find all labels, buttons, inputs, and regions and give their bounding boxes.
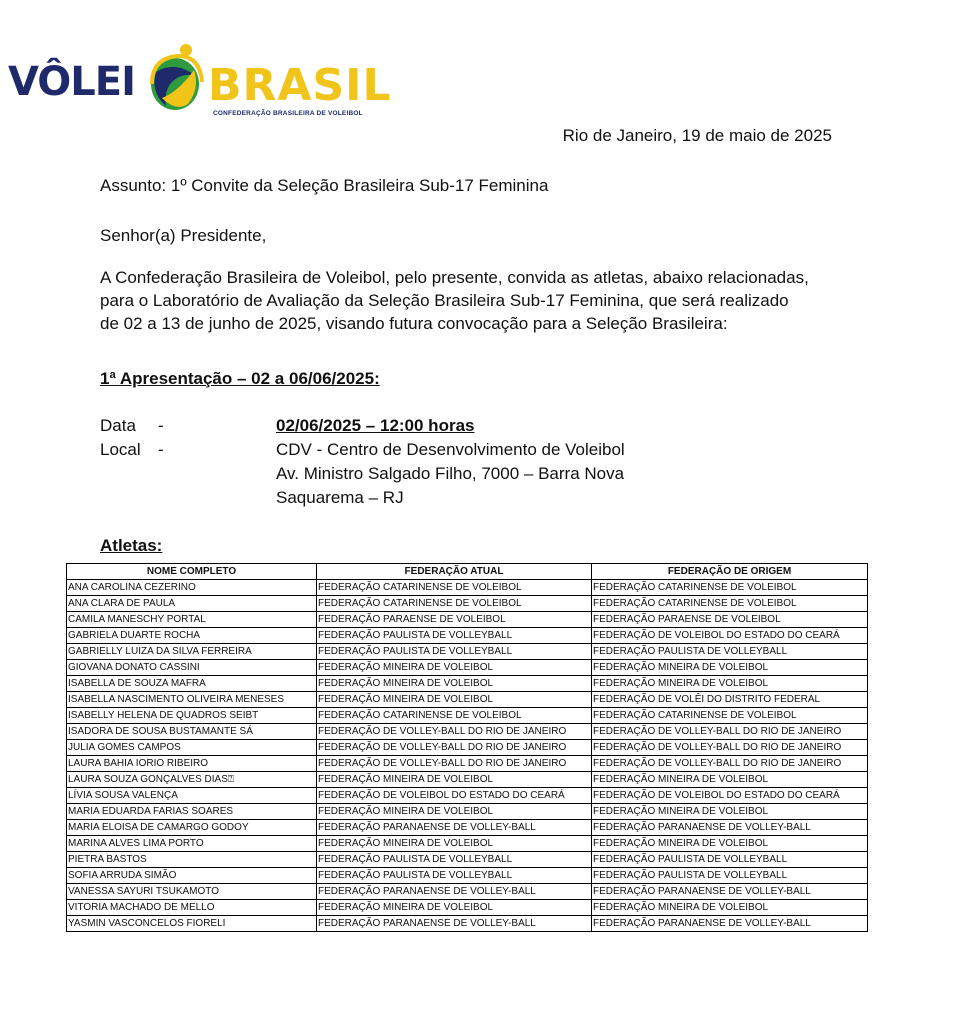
current-federation-cell: FEDERAÇÃO MINEIRA DE VOLEIBOL xyxy=(317,660,592,676)
table-row xyxy=(67,644,868,660)
athlete-name-cell: JULIA GOMES CAMPOS xyxy=(67,740,317,756)
header-nome-completo: NOME COMPLETO xyxy=(67,564,317,580)
athlete-name-cell: ISADORA DE SOUSA BUSTAMANTE SÁ xyxy=(67,724,317,740)
origin-federation-cell: FEDERAÇÃO PAULISTA DE VOLLEYBALL xyxy=(592,852,868,868)
current-federation-cell: FEDERAÇÃO MINEIRA DE VOLEIBOL xyxy=(317,676,592,692)
athlete-name-cell: YASMIN VASCONCELOS FIORELI xyxy=(67,916,317,932)
athlete-name-cell: GABRIELA DUARTE ROCHA xyxy=(67,628,317,644)
current-federation-cell: FEDERAÇÃO PARANAENSE DE VOLLEY-BALL xyxy=(317,820,592,836)
intro-line: A Confederação Brasileira de Voleibol, pelo presente, convida as atletas, abaixo relacionadas, xyxy=(100,268,809,287)
info-row-local-3 xyxy=(100,486,625,510)
current-federation-cell: FEDERAÇÃO DE VOLLEY-BALL DO RIO DE JANEIRO xyxy=(317,740,592,756)
table-row xyxy=(67,836,868,852)
logo-volei-text: VÔLEI xyxy=(8,59,135,105)
cbv-logo xyxy=(8,40,392,120)
athlete-name-cell: GIOVANA DONATO CASSINI xyxy=(67,660,317,676)
table-row xyxy=(67,884,868,900)
athlete-name-cell: MARIA ELOISA DE CAMARGO GODOY xyxy=(67,820,317,836)
current-federation-cell: FEDERAÇÃO CATARINENSE DE VOLEIBOL xyxy=(317,708,592,724)
header-federacao-atual: FEDERAÇÃO ATUAL xyxy=(317,564,592,580)
current-federation-cell: FEDERAÇÃO PAULISTA DE VOLLEYBALL xyxy=(317,868,592,884)
header-federacao-origem: FEDERAÇÃO DE ORIGEM xyxy=(592,564,868,580)
current-federation-cell: FEDERAÇÃO DE VOLLEY-BALL DO RIO DE JANEIRO xyxy=(317,756,592,772)
origin-federation-cell: FEDERAÇÃO MINEIRA DE VOLEIBOL xyxy=(592,836,868,852)
table-row xyxy=(67,692,868,708)
origin-federation-cell: FEDERAÇÃO DE VOLEIBOL DO ESTADO DO CEARÁ xyxy=(592,628,868,644)
current-federation-cell: FEDERAÇÃO PAULISTA DE VOLLEYBALL xyxy=(317,644,592,660)
origin-federation-cell: FEDERAÇÃO PAULISTA DE VOLLEYBALL xyxy=(592,868,868,884)
current-federation-cell: FEDERAÇÃO PARANAENSE DE VOLLEY-BALL xyxy=(317,916,592,932)
table-row xyxy=(67,580,868,596)
table-row xyxy=(67,628,868,644)
salutation: Senhor(a) Presidente, xyxy=(100,226,267,245)
origin-federation-cell: FEDERAÇÃO DE VOLLEY-BALL DO RIO DE JANEIRO xyxy=(592,724,868,740)
origin-federation-cell: FEDERAÇÃO PARANAENSE DE VOLLEY-BALL xyxy=(592,916,868,932)
table-row xyxy=(67,868,868,884)
origin-federation-cell: FEDERAÇÃO CATARINENSE DE VOLEIBOL xyxy=(592,580,868,596)
athletes-table-body xyxy=(67,580,868,932)
current-federation-cell: FEDERAÇÃO DE VOLLEY-BALL DO RIO DE JANEIRO xyxy=(317,724,592,740)
origin-federation-cell: FEDERAÇÃO CATARINENSE DE VOLEIBOL xyxy=(592,596,868,612)
athlete-name-cell: VITORIA MACHADO DE MELLO xyxy=(67,900,317,916)
athlete-name-cell: PIETRA BASTOS xyxy=(67,852,317,868)
athlete-name-cell: MARIA EDUARDA FARIAS SOARES xyxy=(67,804,317,820)
table-row xyxy=(67,676,868,692)
current-federation-cell: FEDERAÇÃO MINEIRA DE VOLEIBOL xyxy=(317,900,592,916)
intro-line: para o Laboratório de Avaliação da Seleção Brasileira Sub-17 Feminina, que será realizado xyxy=(100,291,789,310)
origin-federation-cell: FEDERAÇÃO MINEIRA DE VOLEIBOL xyxy=(592,900,868,916)
info-row-local-2 xyxy=(100,462,625,486)
table-row xyxy=(67,900,868,916)
athlete-name-cell: ANA CLARA DE PAULA xyxy=(67,596,317,612)
table-row xyxy=(67,916,868,932)
data-label: Data xyxy=(100,416,136,435)
origin-federation-cell: FEDERAÇÃO DE VOLEIBOL DO ESTADO DO CEARÁ xyxy=(592,788,868,804)
table-row xyxy=(67,804,868,820)
athlete-name-cell: SOFIA ARRUDA SIMÃO xyxy=(67,868,317,884)
place-date: Rio de Janeiro, 19 de maio de 2025 xyxy=(562,126,832,145)
athlete-name-cell: CAMILA MANESCHY PORTAL xyxy=(67,612,317,628)
athletes-title: Atletas: xyxy=(100,536,163,555)
origin-federation-cell: FEDERAÇÃO PAULISTA DE VOLLEYBALL xyxy=(592,644,868,660)
table-header-row xyxy=(67,564,868,580)
athlete-name-cell: LAURA SOUZA GONÇALVES DIAS⍰ xyxy=(67,772,317,788)
origin-federation-cell: FEDERAÇÃO MINEIRA DE VOLEIBOL xyxy=(592,676,868,692)
table-row xyxy=(67,724,868,740)
origin-federation-cell: FEDERAÇÃO MINEIRA DE VOLEIBOL xyxy=(592,772,868,788)
table-row xyxy=(67,756,868,772)
origin-federation-cell: FEDERAÇÃO CATARINENSE DE VOLEIBOL xyxy=(592,708,868,724)
origin-federation-cell: FEDERAÇÃO MINEIRA DE VOLEIBOL xyxy=(592,804,868,820)
table-row xyxy=(67,596,868,612)
local-line: CDV - Centro de Desenvolvimento de Voleibol xyxy=(276,440,625,459)
info-row-data xyxy=(100,414,625,438)
current-federation-cell: FEDERAÇÃO MINEIRA DE VOLEIBOL xyxy=(317,772,592,788)
intro-paragraph xyxy=(100,266,860,335)
athlete-name-cell: VANESSA SAYURI TSUKAMOTO xyxy=(67,884,317,900)
intro-line: de 02 a 13 de junho de 2025, visando futura convocação para a Seleção Brasileira: xyxy=(100,314,728,333)
table-row xyxy=(67,772,868,788)
current-federation-cell: FEDERAÇÃO PARAENSE DE VOLEIBOL xyxy=(317,612,592,628)
volleyball-icon xyxy=(142,42,208,114)
athletes-table xyxy=(66,563,868,932)
origin-federation-cell: FEDERAÇÃO PARANAENSE DE VOLLEY-BALL xyxy=(592,820,868,836)
presentation-info xyxy=(100,414,625,510)
data-value: 02/06/2025 – 12:00 horas xyxy=(276,416,475,435)
local-line: Av. Ministro Salgado Filho, 7000 – Barra Nova xyxy=(276,464,625,483)
origin-federation-cell: FEDERAÇÃO DE VOLÊI DO DISTRITO FEDERAL xyxy=(592,692,868,708)
athlete-name-cell: ISABELLA DE SOUZA MAFRA xyxy=(67,676,317,692)
table-row xyxy=(67,708,868,724)
current-federation-cell: FEDERAÇÃO MINEIRA DE VOLEIBOL xyxy=(317,836,592,852)
athlete-name-cell: ISABELLA NASCIMENTO OLIVEIRA MENESES xyxy=(67,692,317,708)
athlete-name-cell: ANA CAROLINA CEZERINO xyxy=(67,580,317,596)
athlete-name-cell: GABRIELLY LUIZA DA SILVA FERREIRA xyxy=(67,644,317,660)
subject-line: Assunto: 1º Convite da Seleção Brasileira Sub-17 Feminina xyxy=(100,176,549,195)
table-row xyxy=(67,612,868,628)
data-dash: - xyxy=(158,416,164,435)
table-row xyxy=(67,660,868,676)
logo-subtitle: CONFEDERAÇÃO BRASILEIRA DE VOLEIBOL xyxy=(213,110,363,117)
table-row xyxy=(67,820,868,836)
origin-federation-cell: FEDERAÇÃO DE VOLLEY-BALL DO RIO DE JANEIRO xyxy=(592,740,868,756)
table-row xyxy=(67,740,868,756)
local-label: Local xyxy=(100,440,141,459)
origin-federation-cell: FEDERAÇÃO PARANAENSE DE VOLLEY-BALL xyxy=(592,884,868,900)
current-federation-cell: FEDERAÇÃO PAULISTA DE VOLLEYBALL xyxy=(317,628,592,644)
section-title: 1ª Apresentação – 02 a 06/06/2025: xyxy=(100,369,380,388)
origin-federation-cell: FEDERAÇÃO DE VOLLEY-BALL DO RIO DE JANEIRO xyxy=(592,756,868,772)
table-row xyxy=(67,852,868,868)
athlete-name-cell: LÍVIA SOUSA VALENÇA xyxy=(67,788,317,804)
logo-brasil-text: BRASIL xyxy=(208,60,392,111)
current-federation-cell: FEDERAÇÃO MINEIRA DE VOLEIBOL xyxy=(317,692,592,708)
current-federation-cell: FEDERAÇÃO DE VOLEIBOL DO ESTADO DO CEARÁ xyxy=(317,788,592,804)
local-dash: - xyxy=(158,440,164,459)
athlete-name-cell: MARINA ALVES LIMA PORTO xyxy=(67,836,317,852)
current-federation-cell: FEDERAÇÃO PAULISTA DE VOLLEYBALL xyxy=(317,852,592,868)
origin-federation-cell: FEDERAÇÃO PARAENSE DE VOLEIBOL xyxy=(592,612,868,628)
current-federation-cell: FEDERAÇÃO CATARINENSE DE VOLEIBOL xyxy=(317,596,592,612)
athlete-name-cell: LAURA BAHIA IORIO RIBEIRO xyxy=(67,756,317,772)
athlete-name-cell: ISABELLY HELENA DE QUADROS SEIBT xyxy=(67,708,317,724)
current-federation-cell: FEDERAÇÃO PARANAENSE DE VOLLEY-BALL xyxy=(317,884,592,900)
current-federation-cell: FEDERAÇÃO MINEIRA DE VOLEIBOL xyxy=(317,804,592,820)
origin-federation-cell: FEDERAÇÃO MINEIRA DE VOLEIBOL xyxy=(592,660,868,676)
table-row xyxy=(67,788,868,804)
info-row-local xyxy=(100,438,625,462)
current-federation-cell: FEDERAÇÃO CATARINENSE DE VOLEIBOL xyxy=(317,580,592,596)
local-line: Saquarema – RJ xyxy=(276,488,404,507)
